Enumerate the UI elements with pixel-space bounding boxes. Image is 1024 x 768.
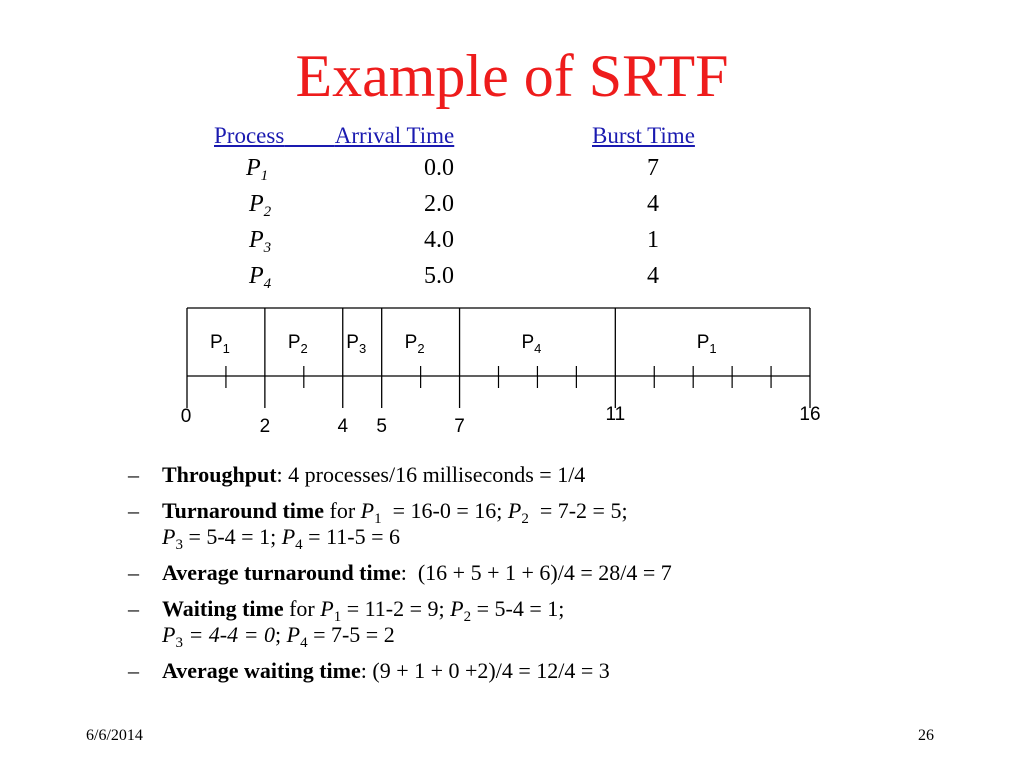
bullet-text-segment: = 11-2 = 9; — [341, 596, 451, 621]
bullet-text-segment: P — [450, 596, 464, 621]
bullet-text-segment: 1 — [374, 511, 382, 527]
table-row-arrival: 5.0 — [424, 263, 454, 289]
bullet-text-segment: = 7-5 = 2 — [307, 622, 395, 647]
bullet-item — [128, 560, 988, 586]
bullet-text-segment: 3 — [175, 635, 183, 651]
gantt-time-label: 5 — [376, 416, 387, 437]
bullet-marker: – — [128, 498, 139, 523]
bullet-text-segment: P — [162, 622, 176, 647]
header-burst: Burst Time — [592, 123, 695, 148]
gantt-block-label: $P_3$ — [346, 332, 367, 356]
gantt-time-label: 7 — [454, 416, 465, 437]
bullet-text-segment: = 5-4 = 1; — [471, 596, 565, 621]
bullet-text-segment: : (9 + 1 + 0 +2)/4 = 12/4 = 3 — [360, 658, 610, 683]
gantt-block-label: $P_1$ — [696, 332, 717, 356]
table-row-process: $P_1$ — [246, 155, 269, 184]
bullet-text-segment: = 7-2 = 5; — [528, 498, 628, 523]
bullet-text-segment: Average turnaround time — [162, 560, 401, 585]
bullet-text-segment: P — [360, 498, 375, 523]
bullet-text-segment: : 4 processes/16 milliseconds = 1/4 — [276, 462, 586, 487]
header-arrival-label: Arrival Time — [334, 123, 455, 148]
bullet-marker: – — [128, 462, 139, 487]
bullet-text-segment: Average waiting time — [162, 658, 361, 683]
table-row-burst: 4 — [647, 191, 659, 217]
bullet-text-segment: 3 — [175, 537, 183, 553]
bullet-text-segment: ; — [274, 622, 287, 647]
bullet-line — [162, 622, 988, 651]
bullet-text-segment: Throughput — [162, 462, 277, 487]
bullet-text-segment: P — [507, 498, 522, 523]
bullet-text-segment: = 5-4 = 1; — [182, 524, 282, 549]
bullet-text-segment: 4 — [295, 537, 303, 553]
table-row-arrival: 2.0 — [424, 191, 454, 217]
bullet-text-segment: for — [283, 596, 321, 621]
table-row-burst: 1 — [647, 227, 659, 253]
table-row-burst: 7 — [647, 155, 659, 181]
bullet-line — [162, 658, 988, 684]
gantt-block-label: $P_2$ — [287, 332, 308, 356]
gantt-block-label: $P_1$ — [209, 332, 230, 356]
bullet-text-segment: 2 — [521, 511, 529, 527]
bullet-item — [128, 462, 988, 488]
gantt-block-label: $P_4$ — [521, 332, 542, 356]
bullet-text-segment: Turnaround time — [162, 498, 324, 523]
bullet-item — [128, 498, 988, 553]
table-row-process: $P_3$ — [249, 227, 272, 256]
bullet-text-segment: P — [320, 596, 334, 621]
bullet-marker: – — [128, 596, 139, 621]
bullet-text-segment: P — [281, 524, 296, 549]
bullet-text-segment: P — [286, 622, 301, 647]
bullet-text-segment: for — [324, 498, 361, 523]
bullet-item — [128, 658, 988, 684]
table-row-arrival: 0.0 — [424, 155, 454, 181]
bullet-line — [162, 498, 988, 527]
bullet-line — [162, 596, 988, 625]
bullet-list — [128, 462, 988, 694]
gantt-time-label: 4 — [337, 416, 349, 437]
bullet-text-segment: P — [162, 524, 176, 549]
bullet-item — [128, 596, 988, 651]
bullet-marker: – — [128, 560, 139, 585]
slide-date: 6/6/2014 — [86, 727, 143, 744]
bullet-line — [162, 524, 988, 553]
header-process-label: Process — [214, 123, 285, 148]
bullet-text-segment: = 4-4 = 0 — [182, 622, 275, 647]
bullet-text-segment: = 16-0 = 16; — [381, 498, 508, 523]
bullet-line — [162, 462, 988, 488]
bullet-text-segment: 4 — [300, 635, 308, 651]
table-row-process: $P_4$ — [249, 263, 272, 292]
bullet-text-segment: : (16 + 5 + 1 + 6)/4 = 28/4 = 7 — [400, 560, 672, 585]
bullet-text-segment: Waiting time — [162, 596, 284, 621]
slide-title: Example of SRTF — [295, 43, 729, 109]
gantt-time-label: 11 — [605, 404, 626, 425]
gantt-block-label: $P_2$ — [404, 332, 425, 356]
gantt-time-label: 0 — [180, 406, 192, 427]
bullet-text-segment: = 11-5 = 6 — [302, 524, 400, 549]
gantt-time-label: 16 — [799, 404, 821, 425]
slide-page-number: 26 — [918, 727, 934, 744]
table-row-burst: 4 — [647, 263, 659, 289]
bullet-line — [162, 560, 988, 586]
gantt-time-label: 2 — [259, 416, 271, 437]
table-row-arrival: 4.0 — [424, 227, 454, 253]
bullet-text-segment: 2 — [463, 609, 472, 625]
bullet-marker: – — [128, 658, 139, 683]
bullet-text-segment: 1 — [333, 609, 342, 625]
table-row-process: $P_2$ — [249, 191, 272, 220]
